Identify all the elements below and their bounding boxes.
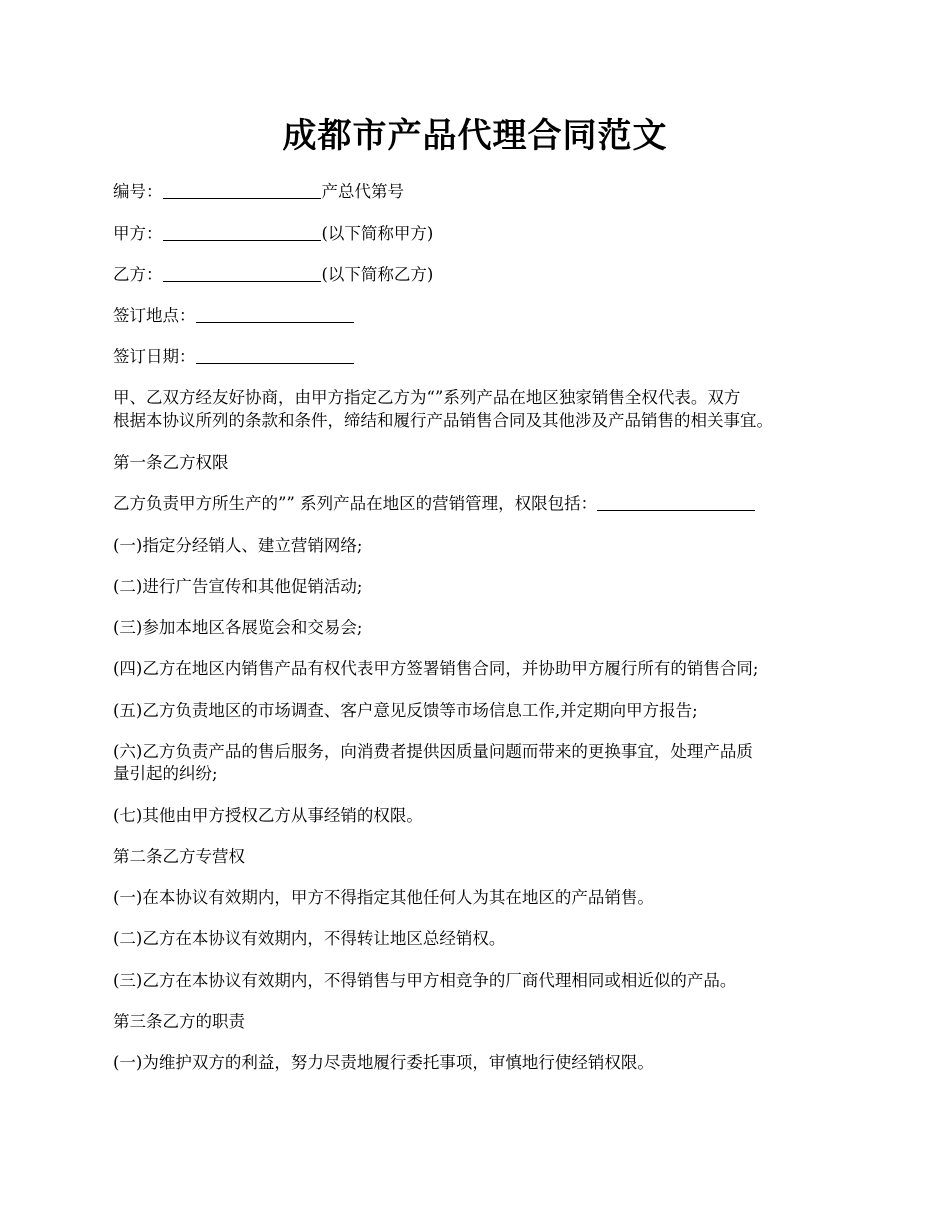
article-1-item: (二)进行广告宣传和其他促销活动;: [113, 577, 363, 596]
blank-line: [597, 494, 755, 511]
field-sign-place: [113, 305, 853, 327]
article-1-heading: 第一条乙方权限: [113, 453, 229, 472]
article-3-heading: 第三条乙方的职责: [113, 1012, 245, 1031]
article-1-item: (七)其他由甲方授权乙方从事经销的权限。: [113, 806, 423, 825]
article-1-item-6-line-2: 量引起的纠纷;: [113, 764, 218, 783]
blank-line: [196, 347, 354, 364]
article-2-item: (一)在本协议有效期内，甲方不得指定其他任何人为其在地区的产品销售。: [113, 888, 654, 907]
field-label: 乙方：: [113, 265, 163, 284]
field-sign-date: [113, 346, 853, 368]
field-suffix: (以下简称甲方): [321, 224, 434, 243]
blank-line: [196, 306, 354, 323]
article-2-heading: 第二条乙方专营权: [113, 847, 245, 866]
article-1-item: (一)指定分经销人、建立营销网络;: [113, 536, 363, 555]
article-3-item: (一)为维护双方的利益，努力尽责地履行委托事项，审慎地行使经销权限。: [113, 1053, 654, 1072]
intro-line-1: 甲、乙双方经友好协商，由甲方指定乙方为“”系列产品在地区独家销售全权代表。双方: [113, 388, 741, 407]
article-1-item: (四)乙方在地区内销售产品有权代表甲方签署销售合同，并协助甲方履行所有的销售合同;: [113, 659, 759, 678]
field-suffix: 产总代第号: [321, 182, 404, 201]
article-1-item-6-line-1: (六)乙方负责产品的售后服务，向消费者提供因质量问题而带来的更换事宜，处理产品质: [113, 742, 753, 761]
article-1-item: (三)参加本地区各展览会和交易会;: [113, 618, 363, 637]
document-title: 成都市产品代理合同范文: [282, 116, 668, 156]
field-label: 签订地点：: [113, 306, 196, 325]
article-1-item: (五)乙方负责地区的市场调查、客户意见反馈等市场信息工作,并定期向甲方报告;: [113, 701, 698, 720]
blank-line: [163, 182, 321, 199]
article-2-item: (三)乙方在本协议有效期内，不得销售与甲方相竞争的厂商代理相同或相近似的产品。: [113, 971, 737, 990]
field-party-a: [113, 223, 853, 245]
article-1-intro: [113, 493, 853, 515]
field-label: 甲方：: [113, 224, 163, 243]
field-number: [113, 181, 853, 203]
field-label: 签订日期：: [113, 347, 196, 366]
article-2-item: (二)乙方在本协议有效期内，不得转让地区总经销权。: [113, 929, 506, 948]
field-suffix: (以下简称乙方): [321, 265, 434, 284]
intro-line-2: 根据本协议所列的条款和条件，缔结和履行产品销售合同及其他涉及产品销售的相关事宜。: [113, 411, 773, 430]
blank-line: [163, 265, 321, 282]
article-1-intro-text: 乙方负责甲方所生产的”” 系列产品在地区的营销管理，权限包括：: [113, 494, 598, 513]
blank-line: [163, 224, 321, 241]
field-label: 编号：: [113, 182, 163, 201]
field-party-b: [113, 264, 853, 286]
